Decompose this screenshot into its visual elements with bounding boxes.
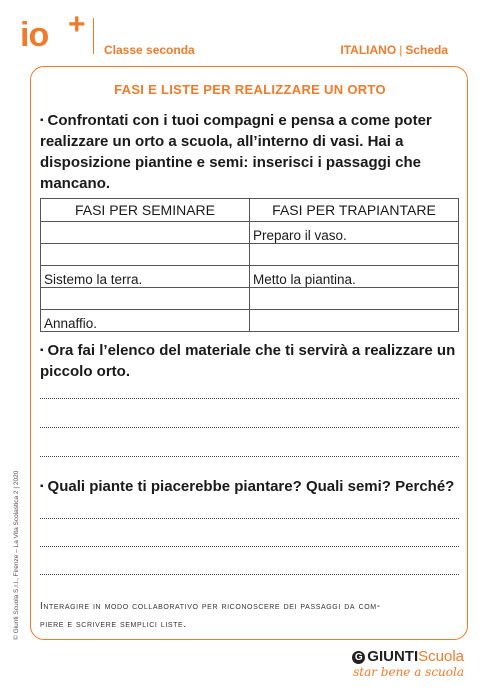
sheet-type: Scheda bbox=[405, 43, 448, 57]
table-row bbox=[41, 266, 459, 288]
question-1 bbox=[40, 110, 460, 194]
header-sowing: FASI PER SEMINARE bbox=[41, 199, 250, 222]
question-1-line: realizzare un orto a scuola, all’interno di vasi. Hai a bbox=[40, 133, 404, 150]
publisher-logo bbox=[352, 648, 464, 679]
table-row bbox=[41, 244, 459, 266]
bullet-icon: ▪ bbox=[40, 481, 44, 492]
publisher-tagline: star bene a scuola bbox=[353, 665, 464, 679]
header-transplanting: FASI PER TRAPIANTARE bbox=[250, 199, 459, 222]
question-3-line: ▪ Quali piante ti piacerebbe piantare? Quali semi? Perché? bbox=[40, 478, 455, 495]
question-1-line: ▪ Confrontati con i tuoi compagni e pensa a come poter bbox=[40, 112, 432, 129]
answer-line[interactable] bbox=[40, 426, 459, 428]
answer-line[interactable] bbox=[40, 573, 459, 575]
logo-plus: + bbox=[68, 8, 86, 41]
question-1-line: disposizione piantine e semi: inserisci i passaggi che bbox=[40, 154, 421, 171]
sowing-cell[interactable] bbox=[41, 288, 250, 310]
question-2 bbox=[40, 340, 460, 382]
question-2-line: ▪ Ora fai l’elenco del materiale che ti servirà a realizzare un bbox=[40, 342, 456, 359]
phases-table bbox=[40, 198, 459, 332]
table-header-row bbox=[41, 199, 459, 222]
io-logo bbox=[20, 8, 86, 58]
table-row bbox=[41, 222, 459, 244]
table-row bbox=[41, 310, 459, 332]
objective-line: piere e scrivere semplici liste. bbox=[40, 619, 187, 630]
worksheet-title: FASI E LISTE PER REALIZZARE UN ORTO bbox=[114, 82, 386, 97]
bullet-icon: ▪ bbox=[40, 345, 44, 356]
objective-line: Interagire in modo collaborativo per riconoscere dei passaggi da com- bbox=[40, 601, 381, 612]
header-divider bbox=[93, 18, 94, 54]
answer-line[interactable] bbox=[40, 397, 459, 399]
transplanting-cell[interactable]: Preparo il vaso. bbox=[250, 222, 459, 244]
transplanting-cell[interactable]: Metto la piantina. bbox=[250, 266, 459, 288]
logo-text: io bbox=[20, 16, 49, 54]
g-logo-icon: G bbox=[352, 651, 365, 664]
subject-label bbox=[340, 43, 448, 57]
copyright-note: © Giunti Scuola S.r.l., Firenze – La Vita Scolastica 2 | 2020 bbox=[13, 470, 20, 640]
learning-objective bbox=[40, 598, 460, 634]
sowing-cell[interactable] bbox=[41, 222, 250, 244]
subject-name: ITALIANO bbox=[340, 43, 397, 57]
answer-line[interactable] bbox=[40, 545, 459, 547]
question-2-line: piccolo orto. bbox=[40, 363, 130, 380]
bullet-icon: ▪ bbox=[40, 115, 44, 126]
sowing-cell[interactable] bbox=[41, 244, 250, 266]
publisher-name: G GIUNTIScuola bbox=[352, 648, 464, 665]
subject-separator: | bbox=[399, 43, 403, 57]
answer-line[interactable] bbox=[40, 455, 459, 457]
transplanting-cell[interactable] bbox=[250, 288, 459, 310]
question-1-line: mancano. bbox=[40, 175, 111, 192]
class-label: Classe seconda bbox=[104, 43, 195, 57]
table-row bbox=[41, 288, 459, 310]
sowing-cell[interactable]: Annaffio. bbox=[41, 310, 250, 332]
sowing-cell[interactable]: Sistemo la terra. bbox=[41, 266, 250, 288]
answer-line[interactable] bbox=[40, 517, 459, 519]
transplanting-cell[interactable] bbox=[250, 310, 459, 332]
transplanting-cell[interactable] bbox=[250, 244, 459, 266]
question-3 bbox=[40, 476, 460, 497]
